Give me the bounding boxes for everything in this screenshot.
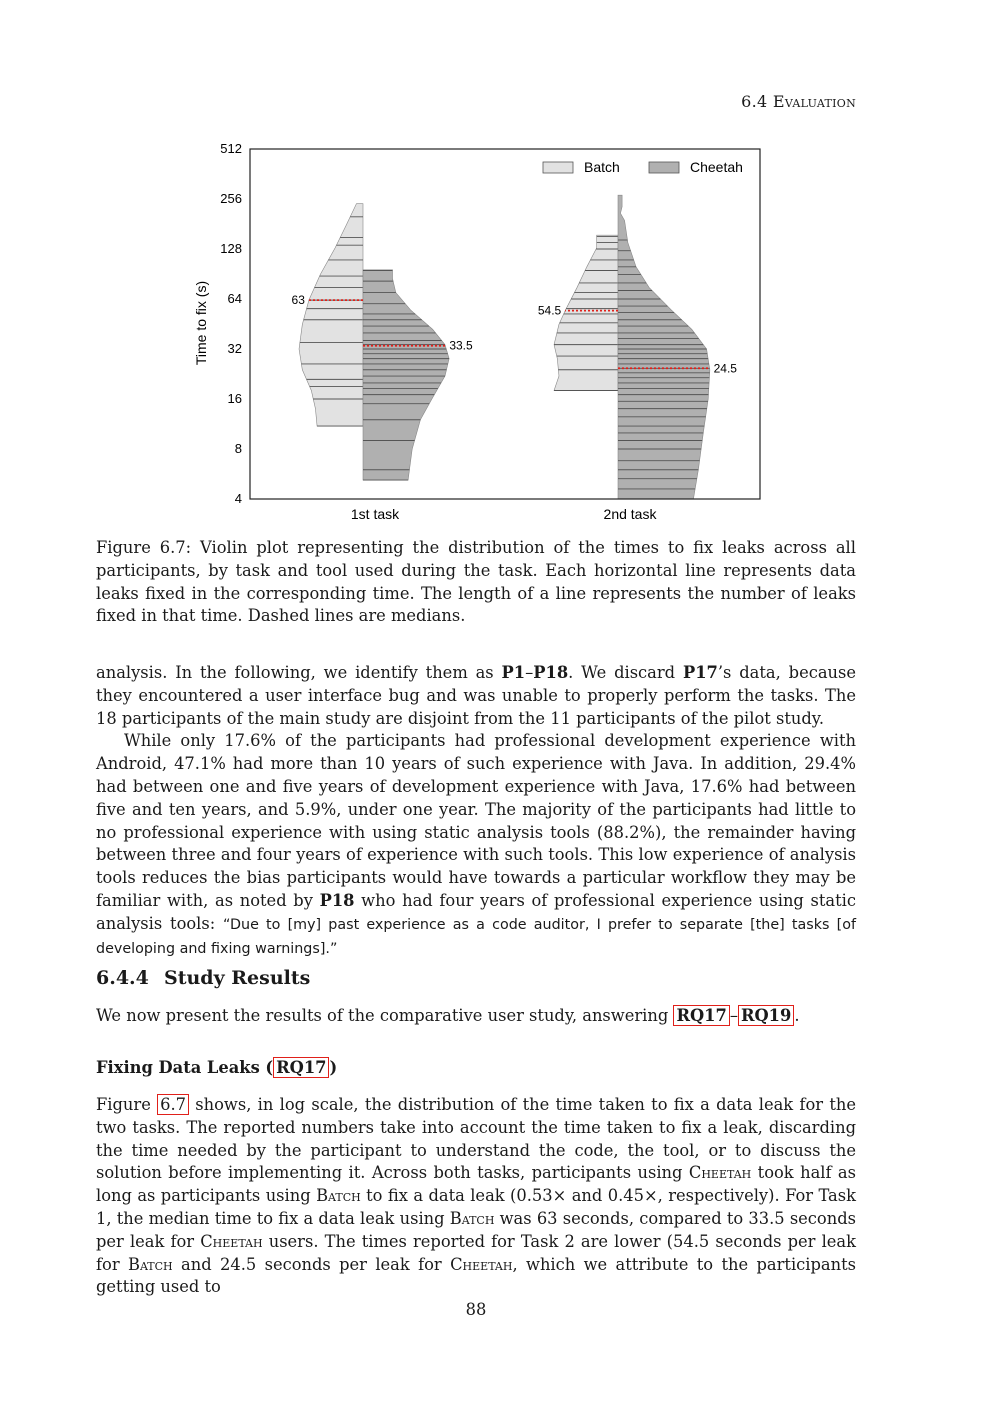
median-label: 54.5: [537, 303, 562, 318]
tool-name: Cheetah: [688, 1163, 752, 1183]
rq-link[interactable]: RQ17: [273, 1057, 329, 1078]
text: ): [329, 1058, 338, 1077]
text: shows, in log scale, the distribution of the time taken to fix a data leak for the two tasks. The reported numbers take into account the time taken to fix a leak, discarding the time needed by the participant to understand the code, the tool, or to discuss the solution before implementing it. Across both tasks, participants using: [96, 1095, 856, 1183]
running-head: 6.4 Evaluation: [741, 92, 856, 111]
violin-half-batch: [554, 235, 618, 390]
y-tick-label: 16: [227, 391, 242, 406]
median-label: 24.5: [713, 361, 737, 376]
participant-id: P1: [501, 663, 526, 682]
text: –: [525, 663, 534, 682]
text: who had four years of professional experience using static analysis tools:: [96, 890, 856, 933]
participant-id: P18: [319, 890, 355, 910]
paragraph-results: [96, 1094, 856, 1299]
y-tick-label: 4: [234, 491, 242, 506]
text: , which we attribute to the participants getting used to: [96, 1254, 856, 1297]
section-title: Study Results: [164, 967, 311, 989]
tool-name: Cheetah: [450, 1254, 513, 1274]
section-heading: [96, 967, 310, 989]
violins: [299, 195, 710, 499]
participant-id: P17: [682, 663, 718, 682]
y-tick-label: 256: [220, 191, 242, 206]
body-paragraphs: [96, 662, 856, 960]
y-tick-label: 64: [227, 291, 242, 306]
text: users. The times reported for Task 2 are lower (54.5 seconds per leak for: [96, 1231, 856, 1274]
y-tick-label: 8: [234, 441, 242, 456]
page-number: 88: [465, 1300, 487, 1319]
legend-label-cheetah: Cheetah: [690, 159, 743, 175]
caption-text: Violin plot representing the distribution of the times to fix leaks across all participants, by task and tool used during the task. Each horizontal line represents data leaks fixed in the corresponding time. The length of a line represents the number of leaks fixed in that time. Dashed lines are medians.: [96, 538, 856, 626]
text: . We discard: [568, 663, 683, 682]
paragraph-participants: [96, 662, 856, 730]
text: took half as long as participants using: [96, 1163, 856, 1206]
caption-label: Figure 6.7:: [96, 538, 192, 557]
text: was 63 seconds, compared to 33.5 seconds per leak for: [96, 1208, 856, 1251]
section-number: 6.4.4: [96, 967, 149, 989]
rq-link[interactable]: RQ17: [673, 1005, 729, 1026]
text: –: [729, 1006, 738, 1025]
text: Figure: [96, 1095, 158, 1114]
rq-link[interactable]: RQ19: [738, 1005, 794, 1026]
text: Fixing Data Leaks (: [96, 1058, 274, 1077]
text: and 24.5 seconds per leak for: [172, 1254, 451, 1274]
legend-swatch-cheetah: [649, 162, 679, 173]
text: We now present the results of the comparative user study, answering: [96, 1006, 674, 1025]
y-axis-ticks: [220, 141, 242, 506]
text: analysis. In the following, we identify them as: [96, 663, 502, 682]
legend-label-batch: Batch: [584, 159, 620, 175]
violin-plot: [186, 135, 786, 525]
tool-name: Batch: [127, 1254, 173, 1274]
median-label: 63: [291, 293, 305, 308]
violin-half-batch: [299, 204, 363, 426]
tool-name: Batch: [316, 1186, 361, 1206]
violin-plot-figure: [186, 135, 786, 525]
paragraph-experience: [96, 730, 856, 960]
chart-legend: [543, 159, 743, 175]
figure-caption: [96, 537, 856, 628]
violin-half-cheetah: [618, 195, 710, 499]
y-tick-label: 128: [220, 241, 242, 256]
violin-half-cheetah: [363, 270, 449, 480]
x-tick-label: 2nd task: [603, 506, 657, 522]
subsection-heading: [96, 1058, 337, 1077]
text: to fix a data leak (0.53× and 0.45×, respectively). For Task 1, the median time to fix a data leak using: [96, 1186, 856, 1228]
text: While only 17.6% of the participants had professional development experience with Android, 47.1% had more than 10 years of such experience with Java. In addition, 29.4% had between one and five years of development experience with Java, 17.6% had between five and ten years, and 5.9%, under one year. The majority of the participants had little to no professional experience with using static analysis tools (88.2%), the remainder having between three and four years of experience with such tools. This low experience of analysis tools reduces the bias participants would have towards a particular workflow they may be familiar with, as noted by: [96, 731, 856, 910]
text: ’s data, because they encountered a user interface bug and was unable to properly perform the tasks. The 18 participants of the main study are disjoint from the 11 participants of the pilot study.: [96, 663, 857, 728]
legend-swatch-batch: [543, 162, 573, 173]
y-tick-label: 32: [227, 341, 242, 356]
results-paragraph: [96, 1094, 856, 1299]
y-axis-label: Time to fix (s): [193, 280, 209, 366]
y-tick-label: 512: [220, 141, 242, 156]
participant-quote: “Due to [my] past experience as a code auditor, I prefer to separate [the] tasks [of developing and fixing warnings].”: [96, 916, 856, 957]
paragraph-intro: [96, 1005, 856, 1028]
text: .: [794, 1006, 800, 1025]
section-intro: [96, 1005, 856, 1028]
tool-name: Cheetah: [200, 1231, 263, 1251]
participant-id: P18: [533, 663, 569, 682]
median-label: 33.5: [449, 338, 473, 353]
x-tick-label: 1st task: [350, 506, 400, 522]
figure-link[interactable]: 6.7: [157, 1094, 189, 1115]
tool-name: Batch: [449, 1208, 495, 1228]
x-axis-ticks: [351, 506, 658, 522]
